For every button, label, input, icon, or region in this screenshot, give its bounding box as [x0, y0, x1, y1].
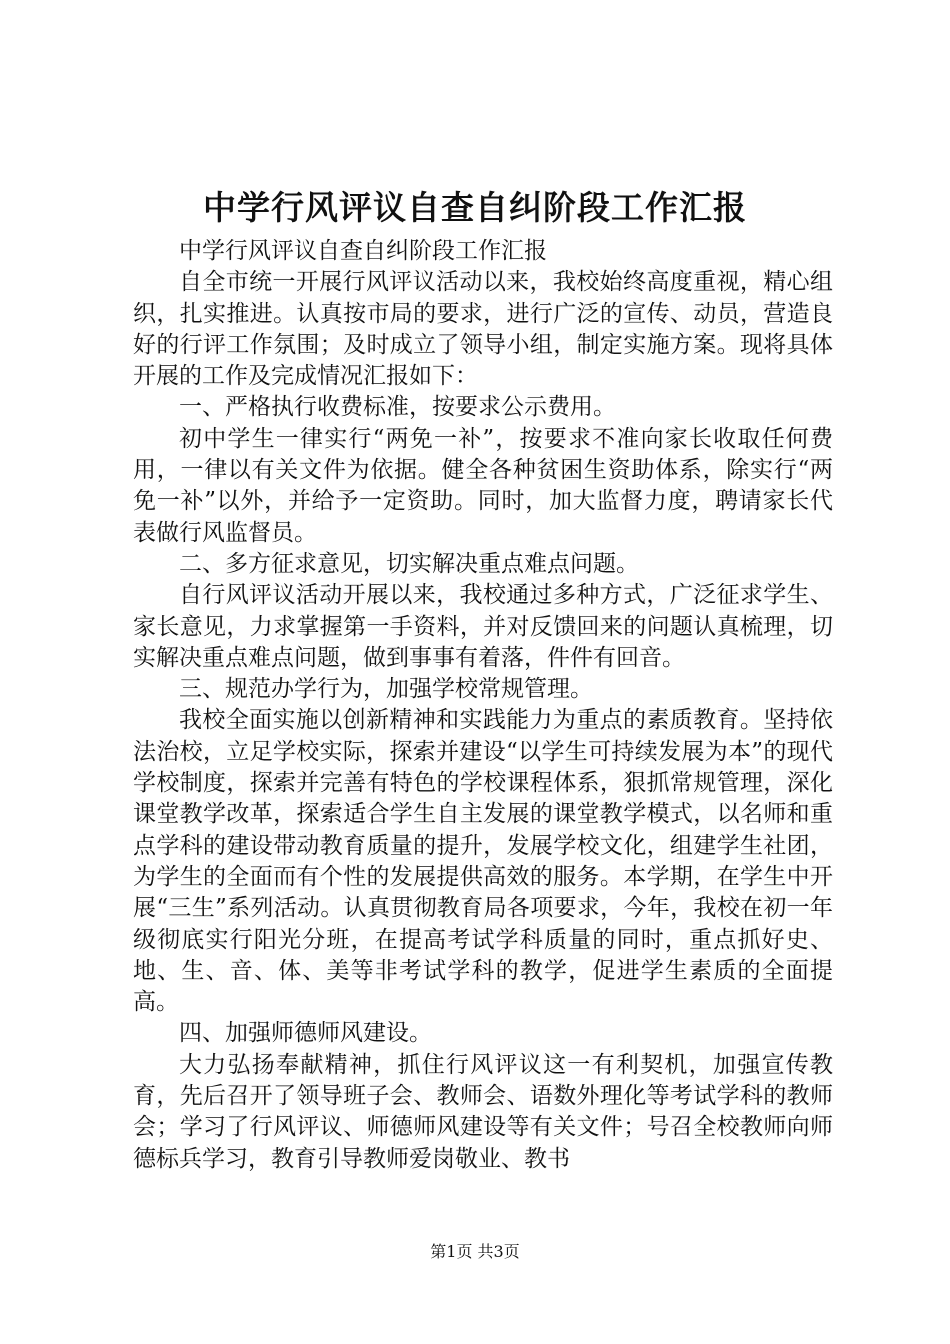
page-footer: 第1页 共3页: [430, 1242, 520, 1261]
body-paragraph: 大力弘扬奉献精神，抓住行风评议这一有利契机，加强宣传教育，先后召开了领导班子会、教师会、语数外理化等考试学科的教师会；学习了行风评议、师德师风建设等有关文件；号召全校教师向师德标兵学习，教育引导教师爱岗敬业、教书: [133, 1051, 833, 1172]
body-paragraph: 自行风评议活动开展以来，我校通过多种方式，广泛征求学生、家长意见，力求掌握第一手资料，并对反馈回来的问题认真梳理，切实解决重点难点问题，做到事事有着落，件件有回音。: [133, 582, 833, 671]
section-heading: 一、严格执行收费标准，按要求公示费用。: [179, 394, 616, 421]
section-heading: 二、多方征求意见，切实解决重点难点问题。: [179, 550, 639, 577]
body-paragraph: 初中学生一律实行“两免一补”，按要求不准向家长收取任何费用，一律以有关文件为依据。健全各种贫困生资助体系，除实行“两免一补”以外，并给予一定资助。同时，加大监督力度，聘请家长代表做行风监督员。: [133, 425, 833, 546]
body-paragraph: 我校全面实施以创新精神和实践能力为重点的素质教育。坚持依法治校，立足学校实际，探索并建设“以学生可持续发展为本”的现代学校制度，探索并完善有特色的学校课程体系，狠抓常规管理，深化课堂教学改革，探索适合学生自主发展的课堂教学模式，以名师和重点学科的建设带动教育质量的提升，发展学校文化，组建学生社团，为学生的全面而有个性的发展提供高效的服务。本学期，在学生中开展“三生”系列活动。认真贯彻教育局各项要求，今年，我校在初一年级彻底实行阳光分班，在提高考试学科质量的同时，重点抓好史、地、生、音、体、美等非考试学科的教学，促进学生素质的全面提高。: [133, 707, 833, 1016]
section-heading: 三、规范办学行为，加强学校常规管理。: [179, 676, 593, 703]
document-title: 中学行风评议自查自纠阶段工作汇报: [203, 188, 747, 227]
section-heading: 四、加强师德师风建设。: [179, 1020, 432, 1047]
document-body: [133, 236, 833, 1175]
body-paragraph: 中学行风评议自查自纠阶段工作汇报: [179, 238, 547, 264]
body-paragraph: 自全市统一开展行风评议活动以来，我校始终高度重视，精心组织，扎实推进。认真按市局的要求，进行广泛的宣传、动员，营造良好的行评工作氛围；及时成立了领导小组，制定实施方案。现将具体开展的工作及完成情况汇报如下：: [133, 269, 833, 390]
